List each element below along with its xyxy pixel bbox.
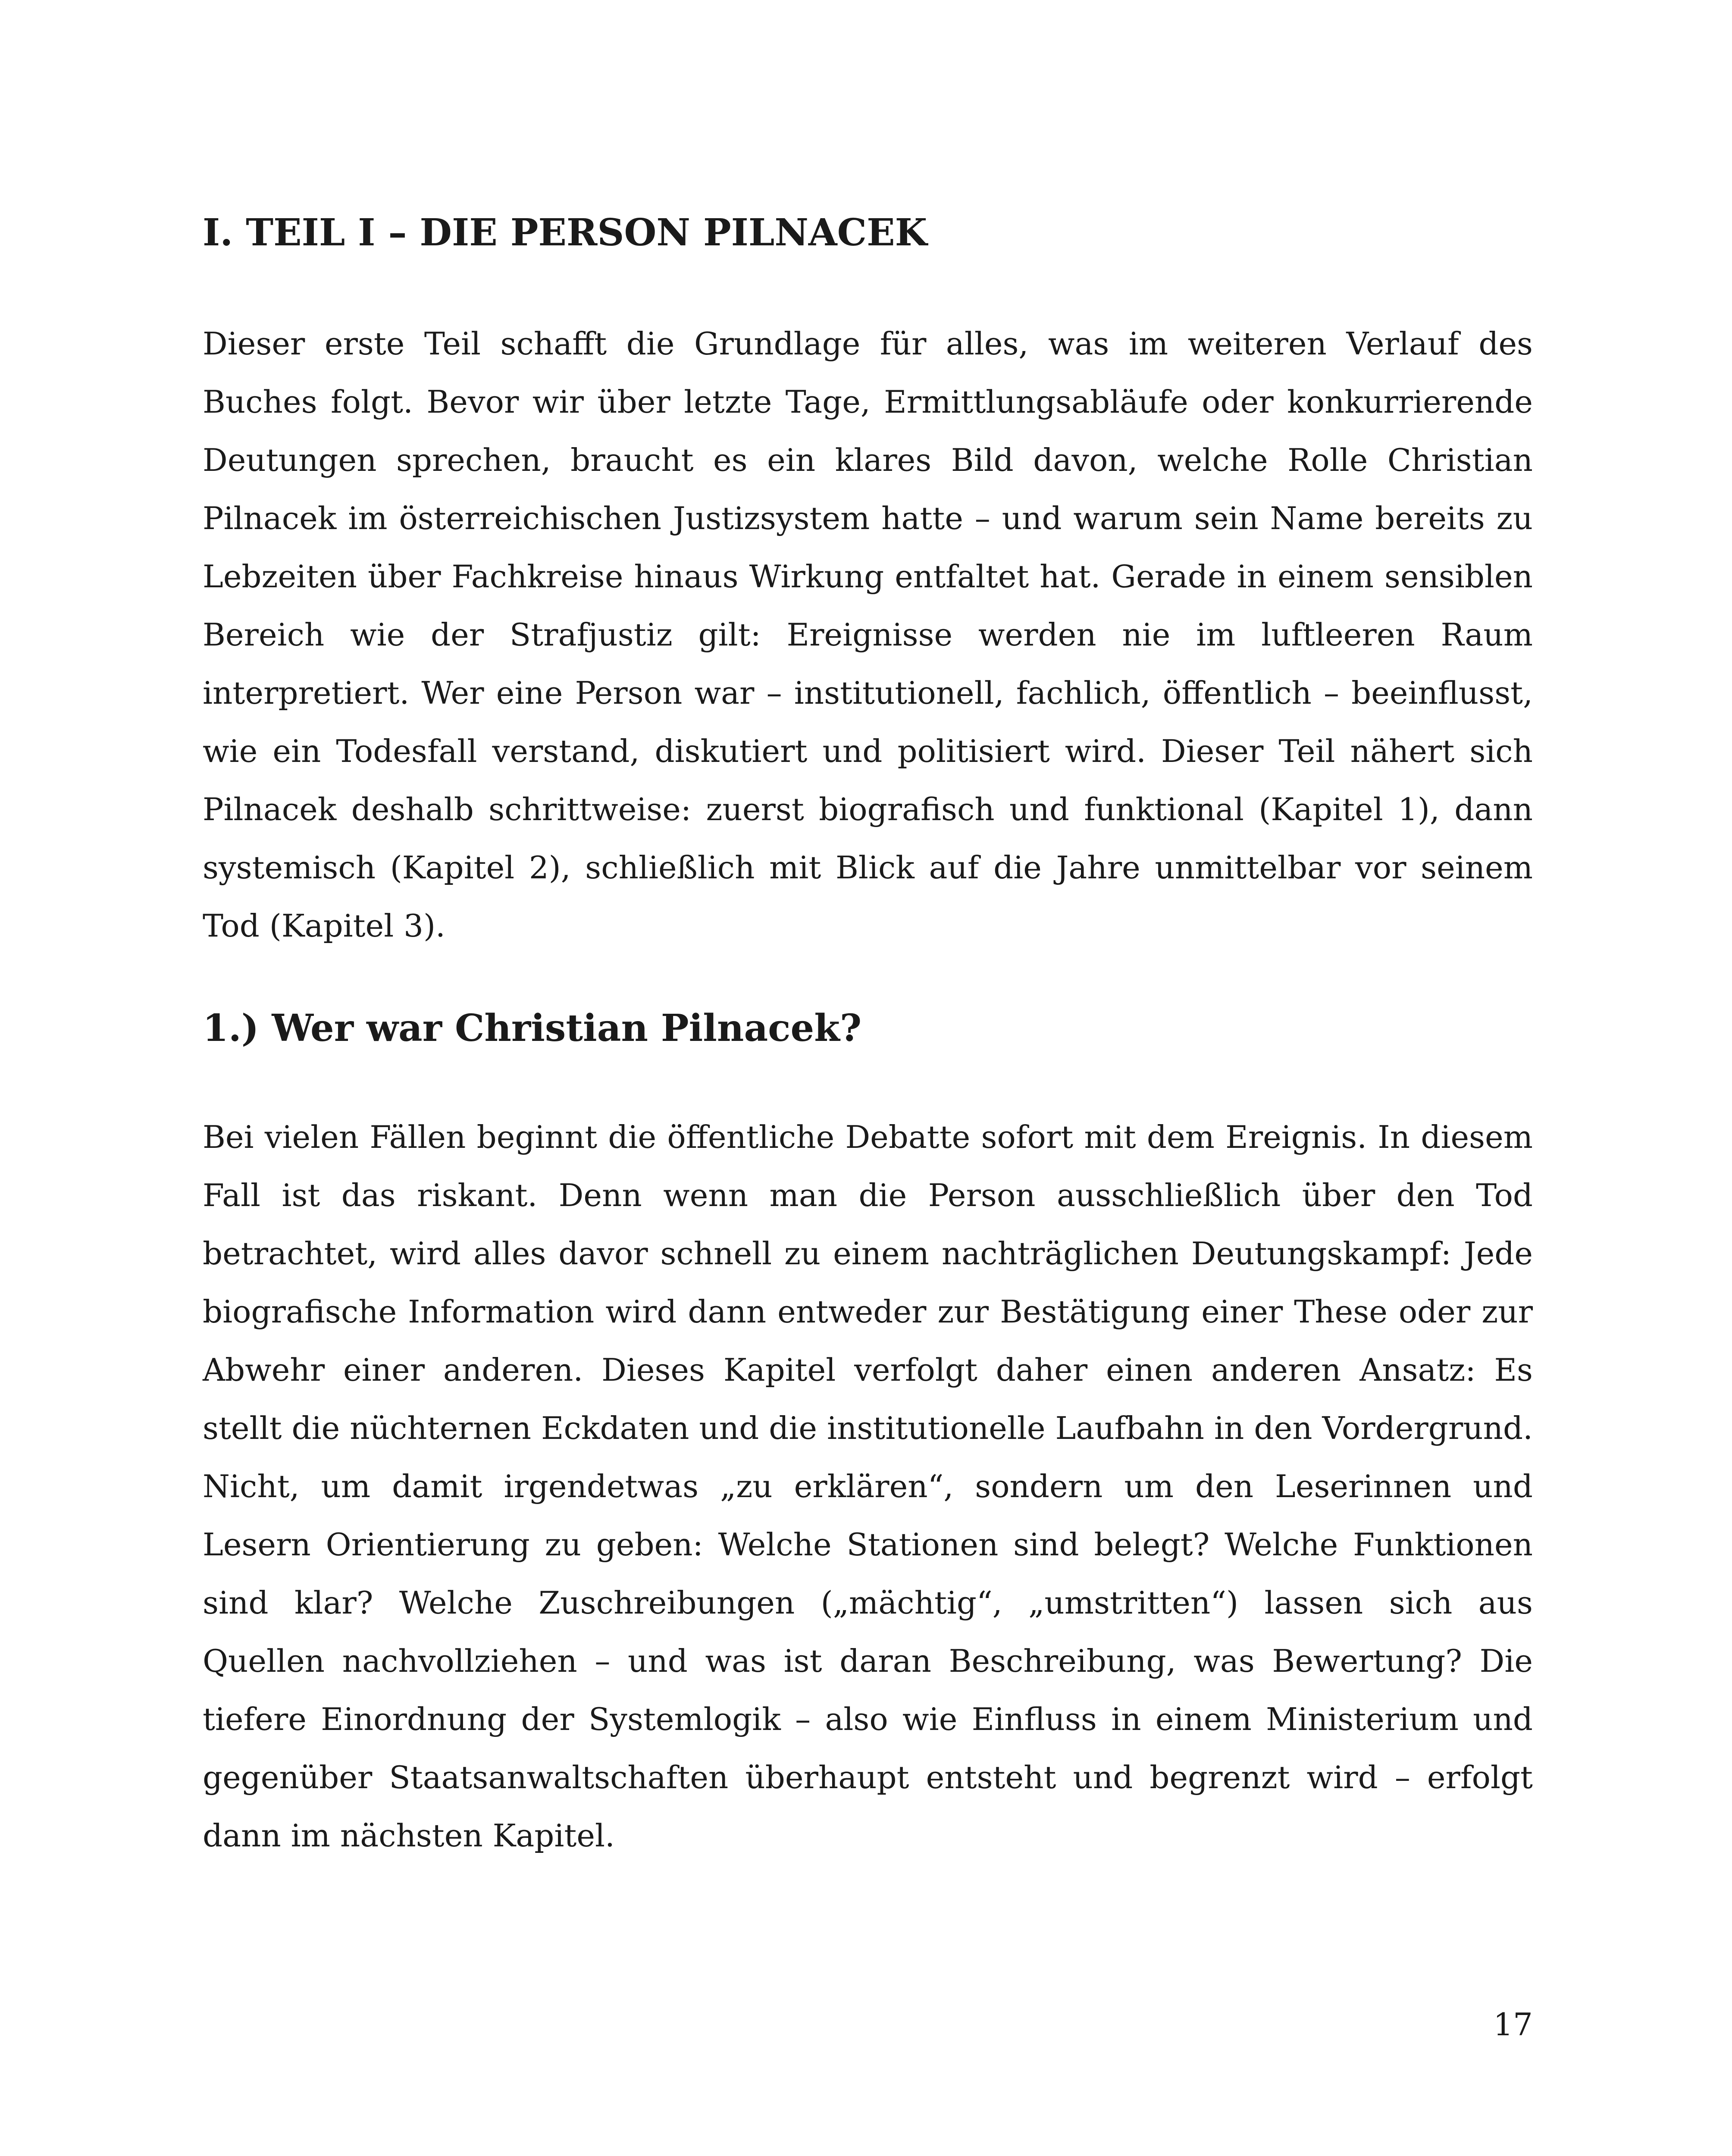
intro-paragraph: Dieser erste Teil schafft die Grundlage für alles, was im weiteren Verlauf des Buches folgt. Bevor wir über letzte Tage, Ermittlungsabläufe oder konkurrierende Deutungen sprechen, braucht es ein klares Bild davon, welche Rolle Christian Pilnacek im österreichischen Justizsystem hatte – und warum sein Name bereits zu Lebzeiten über Fachkreise hinaus Wirkung entfaltet hat. Gerade in einem sensiblen Bereich wie der Strafjustiz gilt: Ereignisse werden nie im luftleeren Raum interpretiert. Wer eine Person war – institutionell, fachlich, öffentlich – beeinflusst, wie ein Todesfall verstand, diskutiert und politisiert wird. Dieser Teil nähert sich Pilnacek deshalb schrittweise: zuerst biografisch und funktional (Kapitel 1), dann systemisch (Kapitel 2), schließlich mit Blick auf die Jahre unmittelbar vor seinem Tod (Kapitel 3). bbox=[203, 326, 1533, 944]
page-number: 17 bbox=[1493, 2006, 1533, 2043]
page-content bbox=[203, 203, 1533, 1865]
section-title: 1.) Wer war Christian Pilnacek? bbox=[203, 1006, 862, 1050]
section-paragraph: Bei vielen Fällen beginnt die öffentliche Debatte sofort mit dem Ereignis. In diesem Fall ist das riskant. Denn wenn man die Person ausschließlich über den Tod betrachtet, wird alles davor schnell zu einem nachträglichen Deutungskampf: Jede biografische Information wird dann entweder zur Bestätigung einer These oder zur Abwehr einer anderen. Dieses Kapitel verfolgt daher einen anderen Ansatz: Es stellt die nüchternen Eckdaten und die institutionelle Laufbahn in den Vordergrund. Nicht, um damit irgendetwas „zu erklären“, sondern um den Leserinnen und Lesern Orientierung zu geben: Welche Stationen sind belegt? Welche Funktionen sind klar? Welche Zuschreibungen („mächtig“, „umstritten“) lassen sich aus Quellen nachvollziehen – und was ist daran Beschreibung, was Bewertung? Die tiefere Einordnung der Systemlogik – also wie Einfluss in einem Ministerium und gegenüber Staatsanwaltschaften überhaupt entsteht und begrenzt wird – erfolgt dann im nächsten Kapitel. bbox=[203, 1119, 1533, 1854]
chapter-title: I. TEIL I – DIE PERSON PILNACEK bbox=[203, 211, 927, 254]
